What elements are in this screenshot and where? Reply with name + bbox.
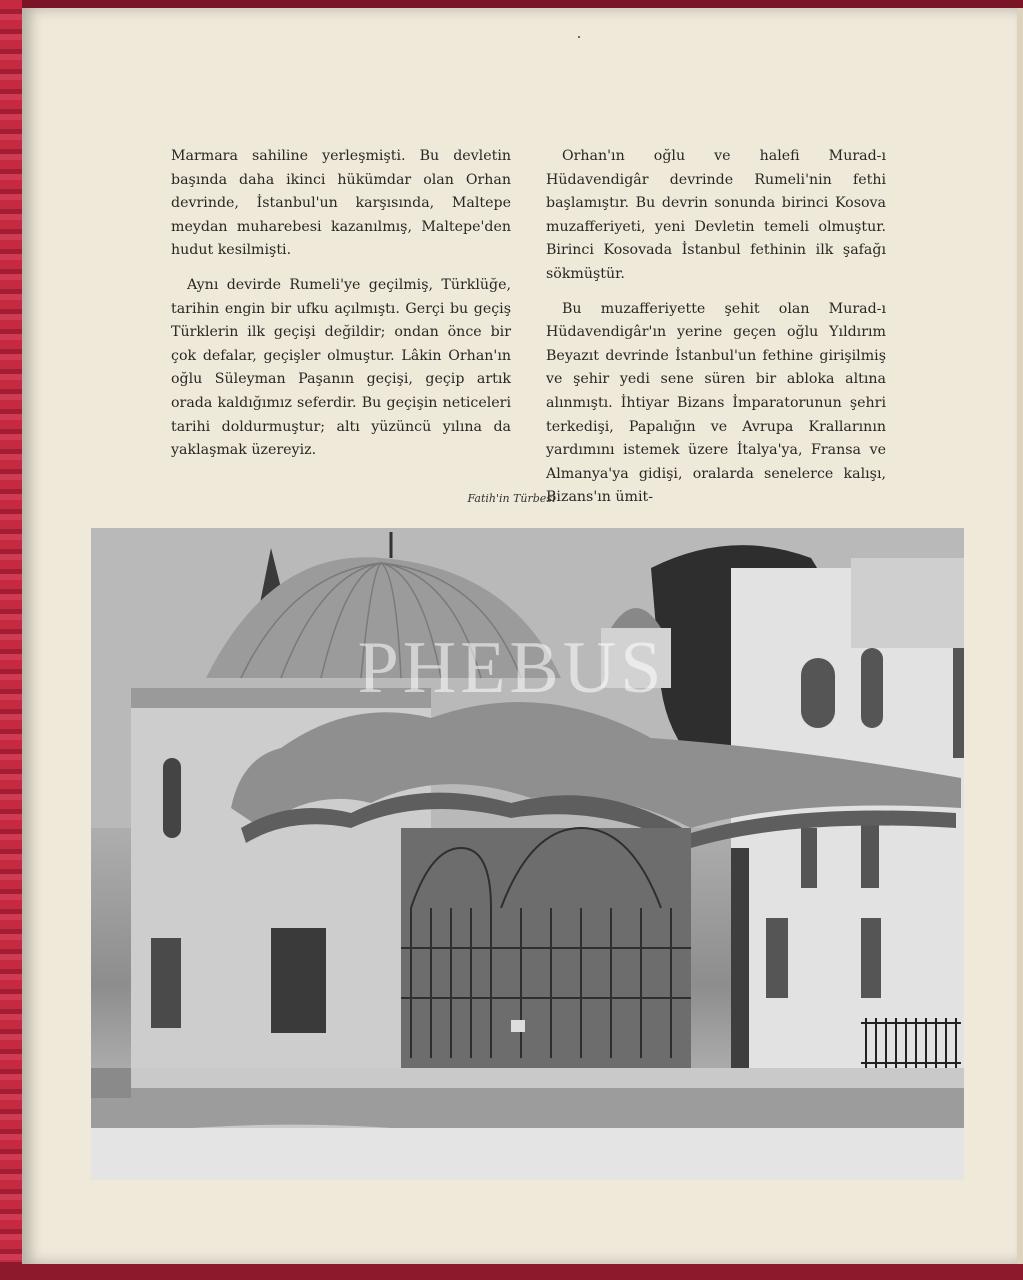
- right-paragraph-2: Bu muzafferiyette şehit olan Murad-ı Hüdavendigâr'ın yerine geçen oğlu Yıldırım Beyazıt devrinde İstanbul'un fethine girişilmiş ve şehir yedi sene süren bir abloka altına alınmıştı. İhtiyar Bizans İmparatorunun şehri terkedişi, Papalığın ve Avrupa Krallarının yardımını istemek üzere İtalya'ya, Fransa ve Almanya'ya gidişi, oralarda senelerce kalışı, Bizans'ın ümit-: [546, 300, 886, 506]
- right-paragraph-1: Orhan'ın oğlu ve halefi Murad-ı Hüdavendigâr devrinde Rumeli'nin fethi başlamıştır. Bu devrin sonunda birinci Kosova muzafferiyeti, yeni Devletin temeli olmuştur. Birinci Kosovada İstanbul fethinin ilk şafağı sökmüştür.: [546, 148, 886, 282]
- binding-left-edge: [0, 0, 22, 1280]
- left-paragraph-2: Aynı devirde Rumeli'ye geçilmiş, Türklüğe, tarihin engin bir ufku açılmıştı. Gerçi bu geçiş Türklerin ilk geçişi değildir; ondan önce bir çok defalar, geçişler olmuştur. Lâkin Orhan'ın oğlu Süleyman Paşanın geçişi, geçip artık orada kaldığımız seferdir. Bu geçişin neticeleri tarihi doldurmuştur; altı yüzüncü yılına da yaklaşmak üzereyiz.: [171, 276, 511, 459]
- text-column-right: [546, 145, 886, 521]
- photograph-tomb: [91, 528, 964, 1180]
- binding-bottom-edge: [0, 1262, 1023, 1280]
- tomb-illustration: [91, 528, 964, 1180]
- left-paragraph-1: Marmara sahiline yerleşmişti. Bu devletin başında daha ikinci hükümdar olan Orhan devrinde, İstanbul'un karşısında, Maltepe meydan muharebesi kazanılmış, Maltepe'den hudut kesilmişti.: [171, 148, 511, 259]
- page-right-edge: [1017, 8, 1023, 1264]
- watermark: PHEBUS: [357, 627, 666, 709]
- print-mark: [578, 36, 580, 38]
- text-column-left: [171, 145, 511, 474]
- photo-caption: Fatih'in Türbesi: [467, 492, 556, 505]
